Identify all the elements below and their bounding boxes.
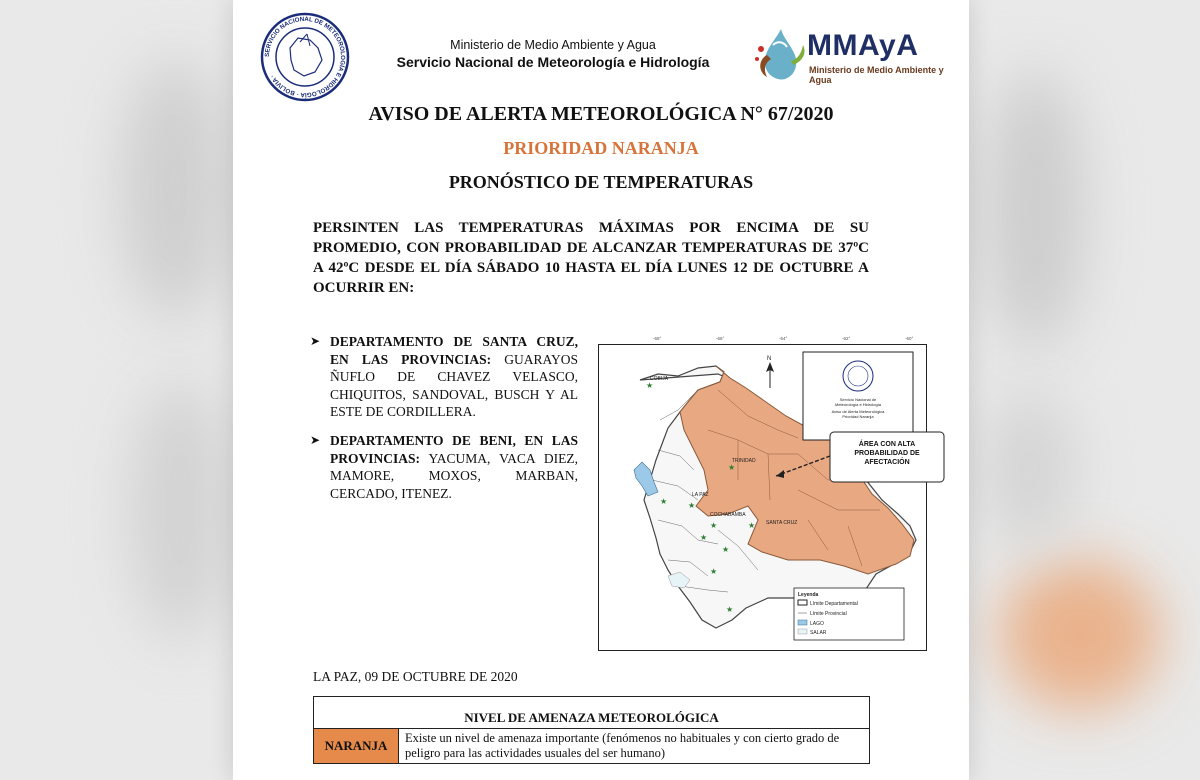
svg-text:★: ★ — [722, 545, 730, 554]
legend-item: SALAR — [810, 630, 827, 636]
lon-tick: -62° — [842, 336, 851, 341]
alert-document — [233, 0, 969, 780]
threat-table-row — [314, 729, 869, 763]
department-provinces: GUARAYOS ÑUFLO DE CHAVEZ VELASCO, CHIQUITOS, SANDOVAL, BUSCH Y AL ESTE DE CORDILLERA. — [330, 351, 578, 419]
city-label-la-paz: LA PAZ — [692, 492, 709, 498]
legend-item: Límite Provincial — [810, 611, 847, 617]
threat-table-heading: NIVEL DE AMENAZA METEOROLÓGICA — [314, 697, 869, 729]
map-box-line: Servicio Nacional de — [839, 397, 877, 402]
svg-text:★: ★ — [688, 501, 696, 510]
ministry-name: Ministerio de Medio Ambiente y Agua — [450, 38, 656, 52]
threat-level-description: Existe un nivel de amenaza importante (fenómenos no habituales y con cierto grado de peligro para las actividades usuales del ser humano) — [405, 731, 840, 760]
map-box-line: Aviso de Alerta Meteorológica — [831, 409, 885, 414]
alert-body: PERSINTEN LAS TEMPERATURAS MÁXIMAS POR ENCIMA DE SU PROMEDIO, CON PROBABILIDAD DE ALCANZAR TEMPERATURAS DE 37ºC A 42ºC DESDE EL DÍA SÁBADO 10 HASTA EL DÍA LUNES 12 DE OCTUBRE A OCURRIR EN: — [313, 220, 869, 296]
service-name: Servicio Nacional de Meteorología e Hidrología — [396, 54, 710, 70]
department-provinces: YACUMA, VACA DIEZ, MAMORE, MOXOS, MARBAN, CERCADO, ITENEZ. — [330, 450, 578, 501]
alert-title: AVISO DE ALERTA METEOROLÓGICA N° 67/2020 — [368, 103, 834, 125]
map-box-line: Meteorología e Hidrología — [834, 402, 882, 407]
legend-item: Límite Departamental — [810, 601, 858, 607]
callout-line: PROBABILIDAD DE — [854, 450, 920, 457]
lon-tick: -60° — [905, 336, 914, 341]
svg-text:★: ★ — [726, 605, 734, 614]
lon-tick: -64° — [779, 336, 788, 341]
legend-item: LAGO — [810, 621, 824, 627]
city-label-trinidad: TRINIDAD — [732, 458, 756, 464]
mmaya-logo-subtitle: Ministerio de Medio Ambiente y Agua — [809, 65, 944, 85]
department-beni — [310, 432, 578, 502]
department-name: DEPARTAMENTO DE BENI, EN LAS PROVINCIAS: — [330, 433, 578, 466]
callout-box — [830, 432, 944, 482]
threat-level-table — [313, 696, 870, 764]
seal-text: SERVICIO NACIONAL DE METEOROLOGÍA E HIDROLOGÍA · BOLIVIA · — [263, 15, 347, 99]
svg-text:★: ★ — [710, 521, 718, 530]
mmaya-logo — [753, 25, 953, 85]
mmaya-logo-name: MMAyA — [807, 29, 919, 62]
map-info-box — [803, 352, 913, 440]
department-text — [330, 333, 578, 421]
svg-text:★: ★ — [728, 463, 736, 472]
city-label-cobija: COBIJA — [650, 376, 669, 382]
svg-text:★: ★ — [660, 497, 668, 506]
arrow-bullet-icon: ➤ — [310, 433, 321, 447]
senamhi-seal-icon — [260, 12, 350, 102]
department-name: DEPARTAMENTO DE SANTA CRUZ, EN LAS PROVINCIAS: — [330, 334, 578, 367]
city-label-santa-cruz: SANTA CRUZ — [766, 520, 798, 526]
bolivia-alert-map — [598, 330, 946, 652]
callout-line: AFECTACIÓN — [864, 459, 910, 466]
department-santa-cruz — [310, 333, 578, 421]
svg-text:★: ★ — [646, 381, 654, 390]
issue-date: LA PAZ, 09 DE OCTUBRE DE 2020 — [313, 669, 518, 684]
lon-tick: -68° — [653, 336, 662, 341]
city-label-cochabamba: COCHABAMBA — [710, 512, 746, 518]
longitude-ticks — [653, 336, 914, 341]
callout-line: ÁREA CON ALTA — [858, 441, 916, 448]
legend-title: Leyenda — [798, 592, 819, 598]
forecast-subtitle: PRONÓSTICO DE TEMPERATURAS — [448, 172, 754, 192]
priority-label: PRIORIDAD NARANJA — [503, 138, 699, 158]
map-box-line: Prioridad Naranja — [842, 414, 874, 419]
arrow-bullet-icon: ➤ — [310, 334, 321, 348]
mmaya-drop-icon — [753, 25, 809, 85]
lon-tick: -66° — [716, 336, 725, 341]
svg-text:★: ★ — [748, 521, 756, 530]
threat-level-label: NARANJA — [314, 729, 399, 763]
header-text — [353, 38, 753, 70]
svg-text:★: ★ — [700, 533, 708, 542]
svg-text:★: ★ — [710, 567, 718, 576]
north-label: N — [767, 356, 772, 362]
department-text — [330, 432, 578, 502]
